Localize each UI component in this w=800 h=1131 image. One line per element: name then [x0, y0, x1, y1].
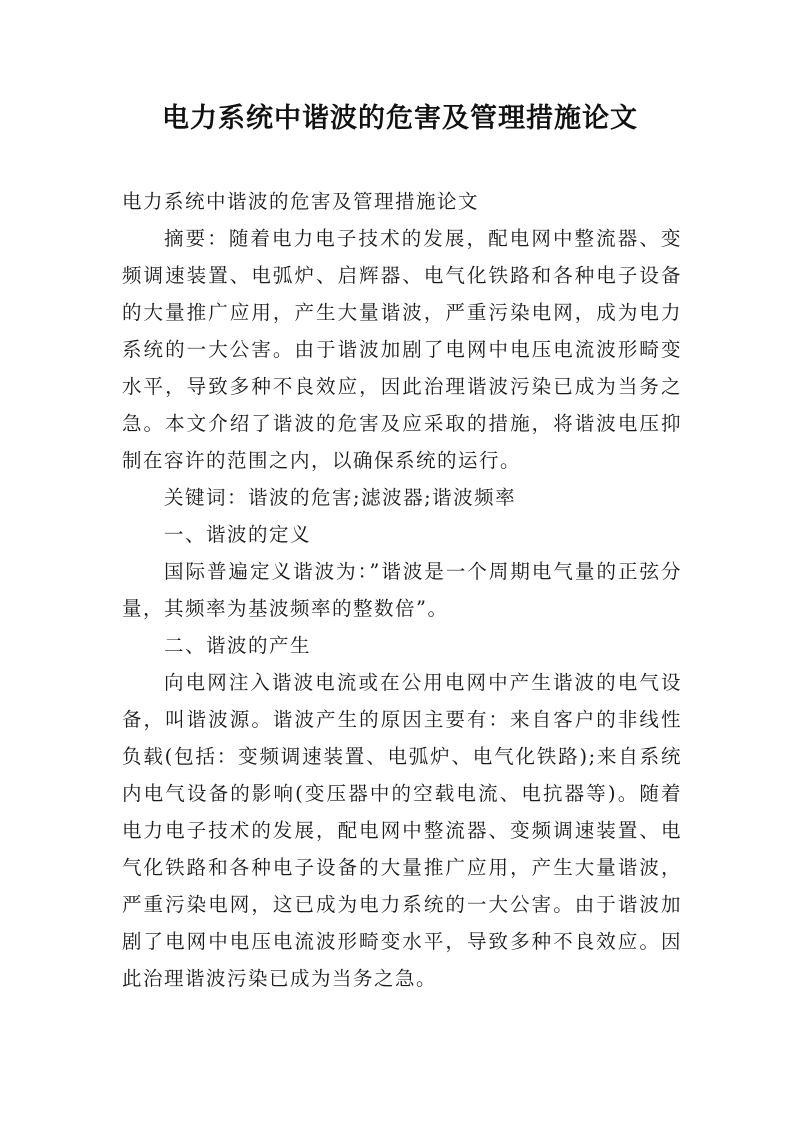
definition-paragraph: 国际普遍定义谐波为：”谐波是一个周期电气量的正弦分量，其频率为基波频率的整数倍”。 [122, 560, 682, 620]
section-heading-generation: 二、谐波的产生 [164, 634, 312, 657]
generation-paragraph: 向电网注入谐波电流或在公用电网中产生谐波的电气设备，叫谐波源。谐波产生的原因主要有：来自客户的非线性负载(包括：变频调速装置、电弧炉、电气化铁路);来自系统内电气设备的影响(变压器中的空载电流、电抗器等)。随着电力电子技术的发展，配电网中整流器、变频调速装置、电气化铁路和各种电子设备的大量推广应用，产生大量谐波，严重污染电网，这已成为电力系统的一大公害。由于谐波加剧了电网中电压电流波形畸变水平，导致多种不良效应。因此治理谐波污染已成为当务之急。 [122, 671, 682, 990]
document-body [122, 183, 682, 997]
document-title: 电力系统中谐波的危害及管理措施论文 [162, 103, 638, 134]
abstract-paragraph: 摘要：随着电力电子技术的发展，配电网中整流器、变频调速装置、电弧炉、启辉器、电气化铁路和各种电子设备的大量推广应用，产生大量谐波，严重污染电网，成为电力系统的一大公害。由于谐波加剧了电网中电压电流波形畸变水平，导致多种不良效应，因此治理谐波污染已成为当务之急。本文介绍了谐波的危害及应采取的措施，将谐波电压抑制在容许的范围之内，以确保系统的运行。 [122, 227, 682, 472]
section-heading-definition: 一、谐波的定义 [164, 523, 312, 546]
keywords-line: 关键词：谐波的危害;滤波器;谐波频率 [164, 486, 517, 509]
subtitle-line: 电力系统中谐波的危害及管理措施论文 [122, 190, 480, 213]
